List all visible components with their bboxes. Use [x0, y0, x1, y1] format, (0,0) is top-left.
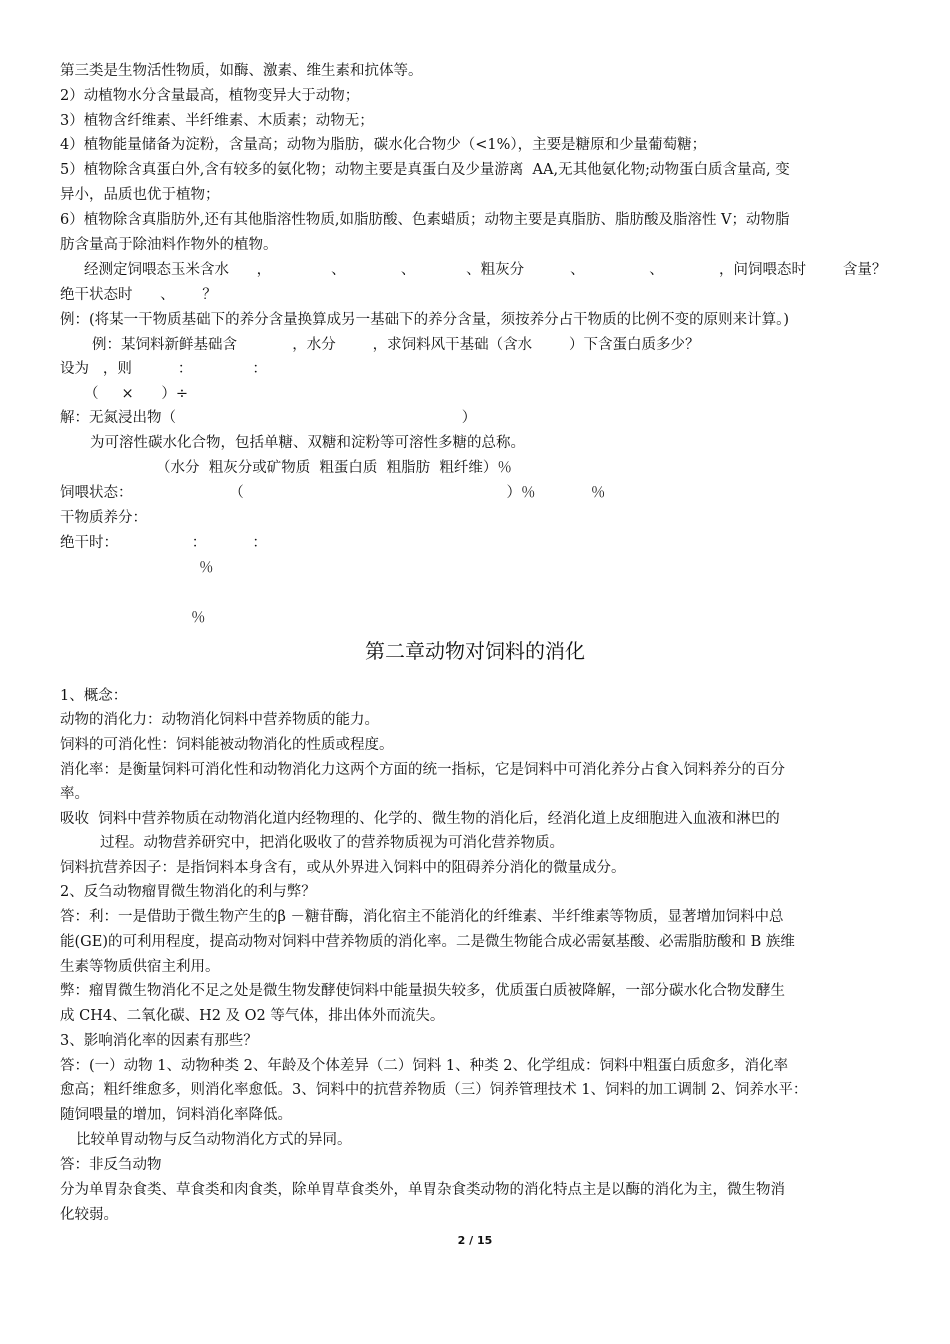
text-line: 吸收 饲料中营养物质在动物消化道内经物理的、化学的、微生物的消化后，经消化道上皮细胞进入血液和淋巴的: [60, 811, 780, 827]
text-line: 愈高；粗纤维愈多，则消化率愈低。3、饲料中的抗营养物质（三）饲养管理技术 1、饲料的加工调制 2、饲养水平：: [60, 1082, 808, 1098]
text-line: 随饲喂量的增加，饲料消化率降低。: [60, 1107, 292, 1123]
text-line: 能(GE)的可利用程度，提高动物对饲料中营养物质的消化率。二是微生物能合成必需氨基酸、必需脂肪酸和 B 族维: [60, 934, 795, 950]
text-line: 异小，品质也优于植物；: [60, 187, 220, 203]
text-line: 比较单胃动物与反刍动物消化方式的异同。: [76, 1132, 352, 1148]
text-line: 为可溶性碳水化合物，包括单糖、双糖和淀粉等可溶性多糖的总称。: [90, 435, 525, 451]
text-line: 经测定饲喂态玉米含水 ， 、 、 、粗灰分 、 、 ，问饲喂态时 含量？: [84, 262, 887, 278]
text-line: ％: [191, 610, 206, 626]
text-line: 饲料抗营养因子：是指饲料本身含有，或从外界进入饲料中的阻碍养分消化的微量成分。: [60, 860, 626, 876]
text-line: 2）动植物水分含量最高，植物变异大于动物；: [60, 88, 360, 104]
text-line: （ × ）÷: [84, 386, 188, 402]
chapter-title: 第二章动物对饲料的消化: [365, 639, 585, 663]
text-line: ％: [199, 560, 214, 576]
text-line: 弊：瘤胃微生物消化不足之处是微生物发酵使饲料中能量损失较多，优质蛋白质被降解，一部分碳水化合物发酵生: [60, 983, 785, 999]
text-line: 答：非反刍动物: [60, 1157, 162, 1173]
text-line: 解：无氮浸出物（ ）: [60, 410, 477, 426]
text-line: 绝干时： ： ：: [60, 535, 267, 551]
text-line: 设为 ，则 ： ：: [60, 361, 267, 377]
text-line: 第三类是生物活性物质，如酶、激素、维生素和抗体等。: [60, 63, 423, 79]
text-line: 答：利：一是借助于微生物产生的β －糖苷酶，消化宿主不能消化的纤维素、半纤维素等物质，显著增加饲料中总: [60, 909, 784, 925]
text-line: 饲喂状态： （ ）％ ％: [60, 485, 606, 501]
text-line: 动物的消化力：动物消化饲料中营养物质的能力。: [60, 712, 379, 728]
text-line: 过程。动物营养研究中，把消化吸收了的营养物质视为可消化营养物质。: [100, 835, 564, 851]
text-line: 答：(一）动物 1、动物种类 2、年龄及个体差异（二）饲料 1、种类 2、化学组成：饲料中粗蛋白质愈多，消化率: [60, 1058, 788, 1074]
text-line: 例：(将某一干物质基础下的养分含量换算成另一基础下的养分含量，须按养分占干物质的比例不变的原则来计算。): [60, 312, 790, 328]
page-number: 2 / 15: [457, 1234, 493, 1247]
text-line: 3、影响消化率的因素有那些？: [60, 1033, 258, 1049]
text-line: 成 CH4、二氧化碳、H2 及 O2 等气体，排出体外而流失。: [60, 1008, 445, 1024]
text-line: 分为单胃杂食类、草食类和肉食类，除单胃草食类外，单胃杂食类动物的消化特点主是以酶的消化为主，微生物消: [60, 1182, 785, 1198]
text-line: （水分 粗灰分或矿物质 粗蛋白质 粗脂肪 粗纤维）％: [156, 460, 512, 476]
text-line: 绝干状态时 、 ？: [60, 287, 217, 303]
text-line: 1、概念：: [60, 688, 128, 704]
text-line: 3）植物含纤维素、半纤维素、木质素；动物无；: [60, 113, 374, 129]
text-line: 肪含量高于除油料作物外的植物。: [60, 237, 278, 253]
text-line: 饲料的可消化性：饲料能被动物消化的性质或程度。: [60, 737, 394, 753]
text-line: 5）植物除含真蛋白外,含有较多的氨化物；动物主要是真蛋白及少量游离 AA,无其他氨化物;动物蛋白质含量高, 变: [60, 162, 790, 178]
text-line: 6）植物除含真脂肪外,还有其他脂溶性物质,如脂肪酸、色素蜡质；动物主要是真脂肪、脂肪酸及脂溶性 V；动物脂: [60, 212, 790, 228]
text-line: 4）植物能量储备为淀粉，含量高；动物为脂肪，碳水化合物少（<1%），主要是糖原和少量葡萄糖；: [60, 137, 707, 153]
text-line: 生素等物质供宿主利用。: [60, 959, 220, 975]
text-line: 化较弱。: [60, 1207, 118, 1223]
text-line: 消化率：是衡量饲料可消化性和动物消化力这两个方面的统一指标，它是饲料中可消化养分占食入饲料养分的百分: [60, 762, 785, 778]
text-line: 2、反刍动物瘤胃微生物消化的利与弊？: [60, 884, 316, 900]
text-line: 干物质养分：: [60, 510, 147, 526]
text-line: 例：某饲料新鲜基础含 ，水分 ，求饲料风干基础（含水 ）下含蛋白质多少？: [92, 337, 700, 353]
text-line: 率。: [60, 786, 89, 802]
